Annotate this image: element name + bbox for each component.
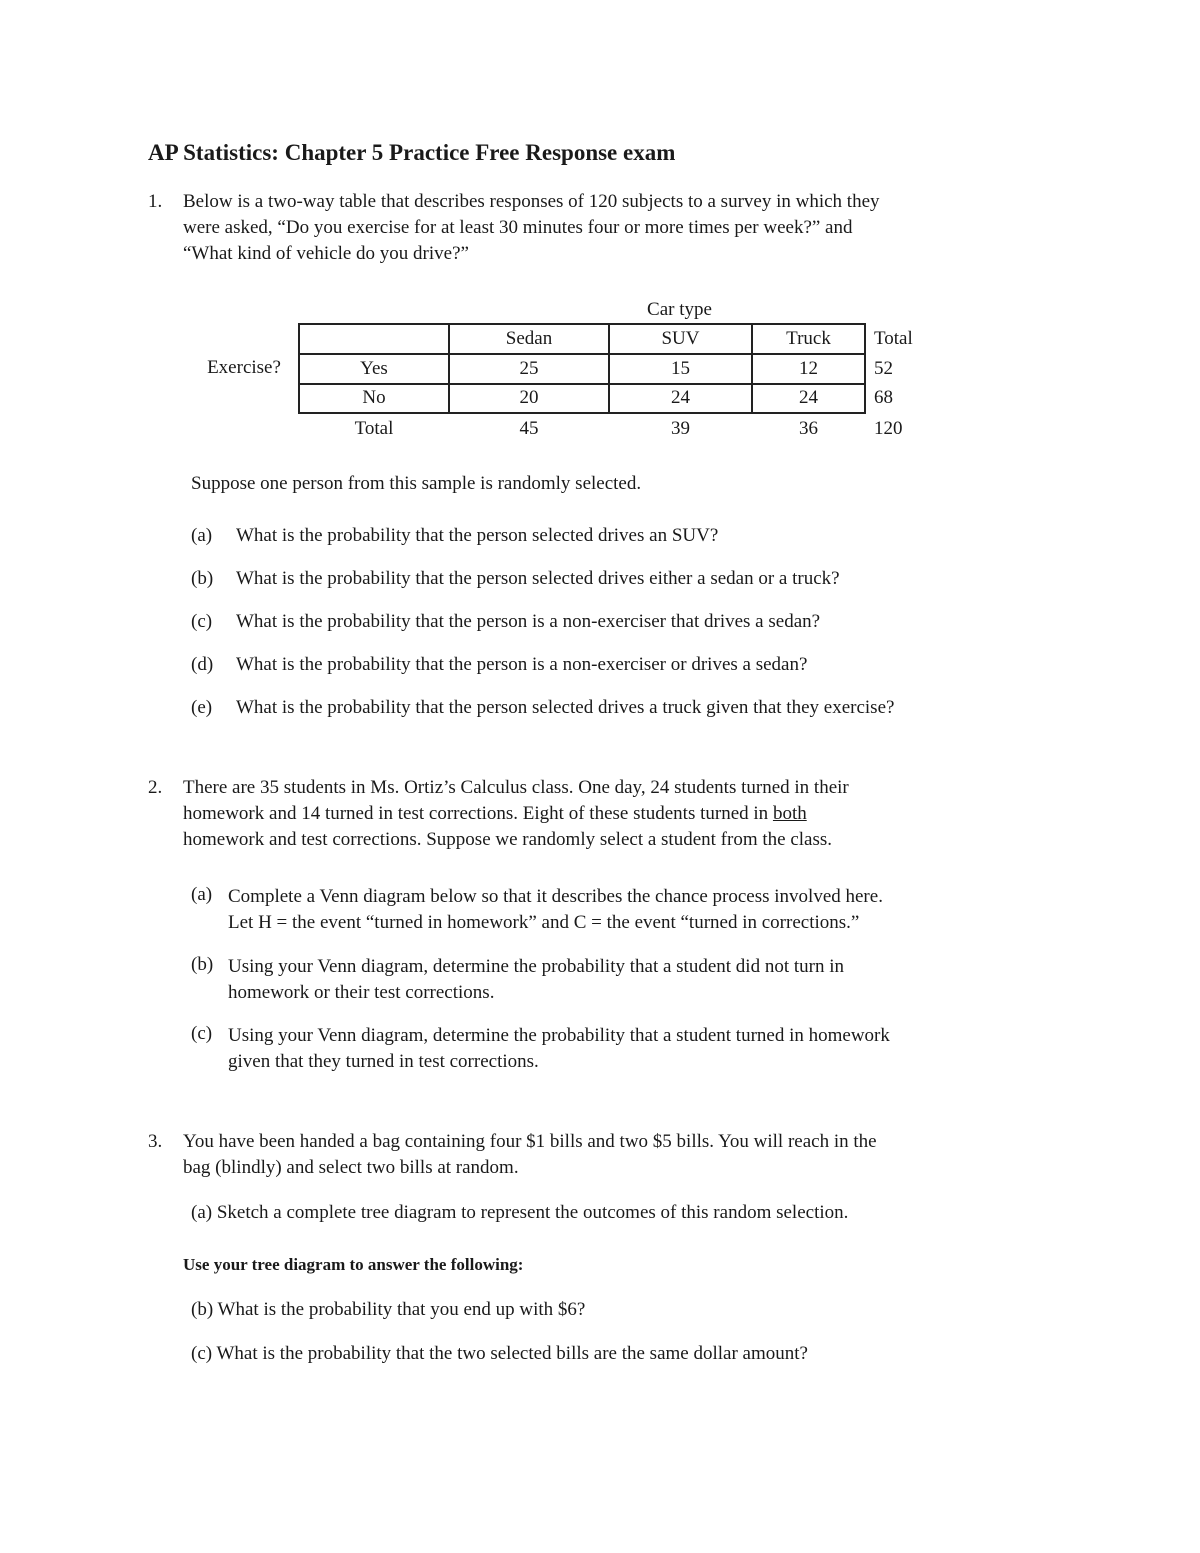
part-text: Using your Venn diagram, determine the probability that a student did not turn in	[228, 956, 844, 977]
part-label: (c)	[191, 1023, 213, 1044]
part-label: (a)	[191, 884, 213, 905]
question-2-number: 2.	[148, 777, 163, 798]
col-header-total: Total	[874, 328, 913, 349]
col-header-sedan: Sedan	[505, 328, 553, 349]
part-text: What is the probability that the person selected drives an SUV?	[236, 525, 719, 546]
col-header-suv: SUV	[661, 328, 700, 349]
col-header-truck: Truck	[786, 328, 831, 349]
table-cell: 36	[799, 418, 818, 439]
question-2-line: homework and test corrections. Suppose we randomly select a student from the class.	[183, 829, 832, 850]
question-1-line: “What kind of vehicle do you drive?”	[183, 243, 469, 264]
table-cell: 39	[671, 418, 690, 439]
table-cell: 45	[519, 418, 539, 439]
row-label-no: No	[362, 387, 386, 408]
part-label: (a)	[191, 525, 213, 546]
instruction-text: Use your tree diagram to answer the following:	[183, 1255, 524, 1274]
part-text: (b) What is the probability that you end up with $6?	[191, 1299, 586, 1320]
row-total: 68	[874, 387, 893, 408]
exercise-label: Exercise?	[207, 357, 281, 378]
row-total: 52	[874, 358, 893, 379]
table-cell: 24	[671, 387, 690, 408]
table-cell: 24	[799, 387, 818, 408]
question-2-line-text: homework and 14 turned in test corrections. Eight of these students turned in	[183, 803, 773, 824]
question-3-line: You have been handed a bag containing four $1 bills and two $5 bills. You will reach in the	[183, 1131, 877, 1152]
grand-total: 120	[874, 418, 903, 439]
part-text: What is the probability that the person selected drives either a sedan or a truck?	[236, 568, 840, 589]
question-3-number: 3.	[148, 1131, 163, 1152]
part-label: (b)	[191, 568, 214, 589]
table-line	[298, 412, 865, 414]
part-text: What is the probability that the person is a non-exerciser or drives a sedan?	[236, 654, 808, 675]
part-text: What is the probability that the person selected drives a truck given that they exercise?	[236, 697, 895, 718]
part-label: (c)	[191, 611, 213, 632]
question-1-line: Below is a two-way table that describes responses of 120 subjects to a survey in which they	[183, 191, 880, 212]
question-2-line: There are 35 students in Ms. Ortiz’s Calculus class. One day, 24 students turned in their	[183, 777, 849, 798]
question-1-number: 1.	[148, 191, 163, 212]
part-label: (d)	[191, 654, 214, 675]
table-cell: 20	[519, 387, 539, 408]
page-title: AP Statistics: Chapter 5 Practice Free Response exam	[148, 140, 676, 165]
row-label-total: Total	[354, 418, 394, 439]
part-text: What is the probability that the person is a non-exerciser that drives a sedan?	[236, 611, 821, 632]
part-label: (e)	[191, 697, 213, 718]
question-1-suppose: Suppose one person from this sample is randomly selected.	[191, 473, 642, 494]
table-line	[864, 323, 866, 414]
part-text: given that they turned in test corrections.	[228, 1051, 539, 1072]
part-text: (c) What is the probability that the two selected bills are the same dollar amount?	[191, 1343, 808, 1364]
question-2-line	[183, 801, 807, 827]
part-text: (a) Sketch a complete tree diagram to represent the outcomes of this random selection.	[191, 1202, 849, 1223]
table-cell: 25	[519, 358, 539, 379]
car-type-label: Car type	[647, 299, 712, 320]
question-1-line: were asked, “Do you exercise for at least 30 minutes four or more times per week?” and	[183, 217, 853, 238]
question-3-line: bag (blindly) and select two bills at random.	[183, 1157, 519, 1178]
part-label: (b)	[191, 954, 214, 975]
row-label-yes: Yes	[360, 358, 388, 379]
part-text: Let H = the event “turned in homework” and C = the event “turned in corrections.”	[228, 912, 860, 933]
table-cell: 15	[671, 358, 690, 379]
part-text: homework or their test corrections.	[228, 982, 495, 1003]
part-text: Complete a Venn diagram below so that it describes the chance process involved here.	[228, 886, 883, 907]
table-cell: 12	[799, 358, 818, 379]
part-text: Using your Venn diagram, determine the probability that a student turned in homework	[228, 1025, 890, 1046]
emphasis-both: both	[772, 803, 807, 824]
